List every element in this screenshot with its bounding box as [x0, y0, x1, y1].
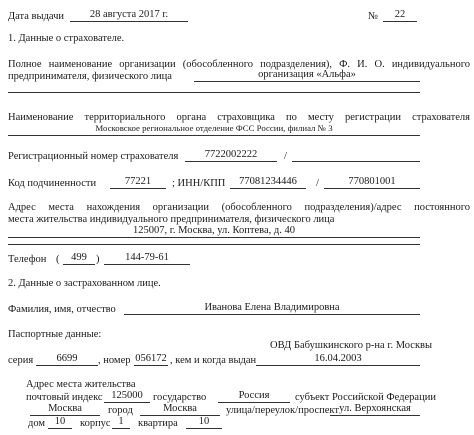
org-name-label-line2: предпринимателя, физического лица [8, 71, 172, 82]
certificate-number: 22 [383, 10, 417, 22]
phone-code: 499 [63, 253, 95, 265]
issue-date-value: 28 августа 2017 г. [70, 10, 188, 22]
federal-subject-value: Москва [30, 404, 100, 416]
reg-number-separator: / [284, 151, 287, 162]
org-name-value: организация «Альфа» [194, 70, 420, 82]
kpp-value: 770801001 [324, 177, 420, 189]
passport-issue-date: 16.04.2003 [256, 354, 420, 366]
address-label-line1: Адрес места нахождения организации (обособленного подразделения)/адрес постоянного [8, 202, 470, 213]
passport-series-value: 6699 [36, 354, 98, 366]
subordination-code-value: 77221 [110, 177, 166, 189]
federal-subject-label: субъект Российской Федерации [295, 392, 436, 403]
passport-issued-by-value: ОВД Бабушкинского р-на г. Москвы [270, 340, 433, 351]
house-value: 10 [48, 417, 72, 429]
city-label: город [108, 405, 133, 416]
country-value: Россия [218, 391, 290, 403]
reg-number-blank [292, 161, 420, 162]
apartment-label: квартира [138, 418, 178, 429]
phone-paren-close: ) [96, 254, 100, 265]
phone-label: Телефон [8, 254, 47, 265]
fio-label: Фамилия, имя, отчество [8, 304, 116, 315]
section1-title: 1. Данные о страхователе. [8, 33, 125, 44]
address-value: 125007, г. Москва, ул. Коптева, д. 40 [8, 226, 420, 238]
city-value: Москва [140, 404, 220, 416]
passport-number-label: , номер [98, 355, 131, 366]
passport-number-value: 056172 [135, 353, 167, 364]
phone-number: 144-79-61 [104, 253, 190, 265]
reg-number-label: Регистрационный номер страхователя [8, 151, 179, 162]
residence-label: Адрес места жительства [26, 379, 136, 390]
address-label-line2: места жительства индивидуального предпринимателя, физического лица [8, 214, 335, 225]
territorial-body-label: Наименование территориального органа страховщика по месту регистрации страхователя [8, 112, 470, 123]
blank-line [8, 92, 420, 93]
passport-label: Паспортные данные: [8, 329, 102, 340]
passport-series-label: серия [8, 355, 34, 366]
apartment-value: 10 [186, 417, 222, 429]
street-label: улица/переулок/проспект [226, 405, 339, 416]
postal-code-label: почтовый индекс [26, 392, 103, 403]
fio-value: Иванова Елена Владимировна [124, 303, 420, 315]
number-sign: № [368, 11, 379, 22]
street-value: ул. Верхоянская [330, 404, 420, 416]
postal-code-value: 125000 [104, 391, 150, 403]
blank-line [8, 244, 420, 245]
org-name-label-line1: Полное наименование организации (обособленного подразделения), Ф. И. О. индивидуального [8, 59, 470, 70]
issue-date-label: Дата выдачи [8, 11, 65, 22]
phone-paren-open: ( [56, 254, 60, 265]
passport-issued-by-label: , кем и когда выдан [170, 355, 257, 366]
inn-kpp-label: ; ИНН/КПП [172, 178, 226, 189]
territorial-body-value: Московское региональное отделение ФСС России, филиал № 3 [8, 124, 420, 136]
building-value: 1 [112, 417, 130, 429]
building-label: корпус [80, 418, 111, 429]
country-label: государство [153, 392, 207, 403]
reg-number-value: 7722002222 [185, 150, 277, 162]
inn-value: 77081234446 [230, 177, 306, 189]
house-label: дом [28, 418, 46, 429]
subordination-code-label: Код подчиненности [8, 178, 97, 189]
section2-title: 2. Данные о застрахованном лице. [8, 278, 161, 289]
inn-kpp-separator: / [316, 178, 319, 189]
